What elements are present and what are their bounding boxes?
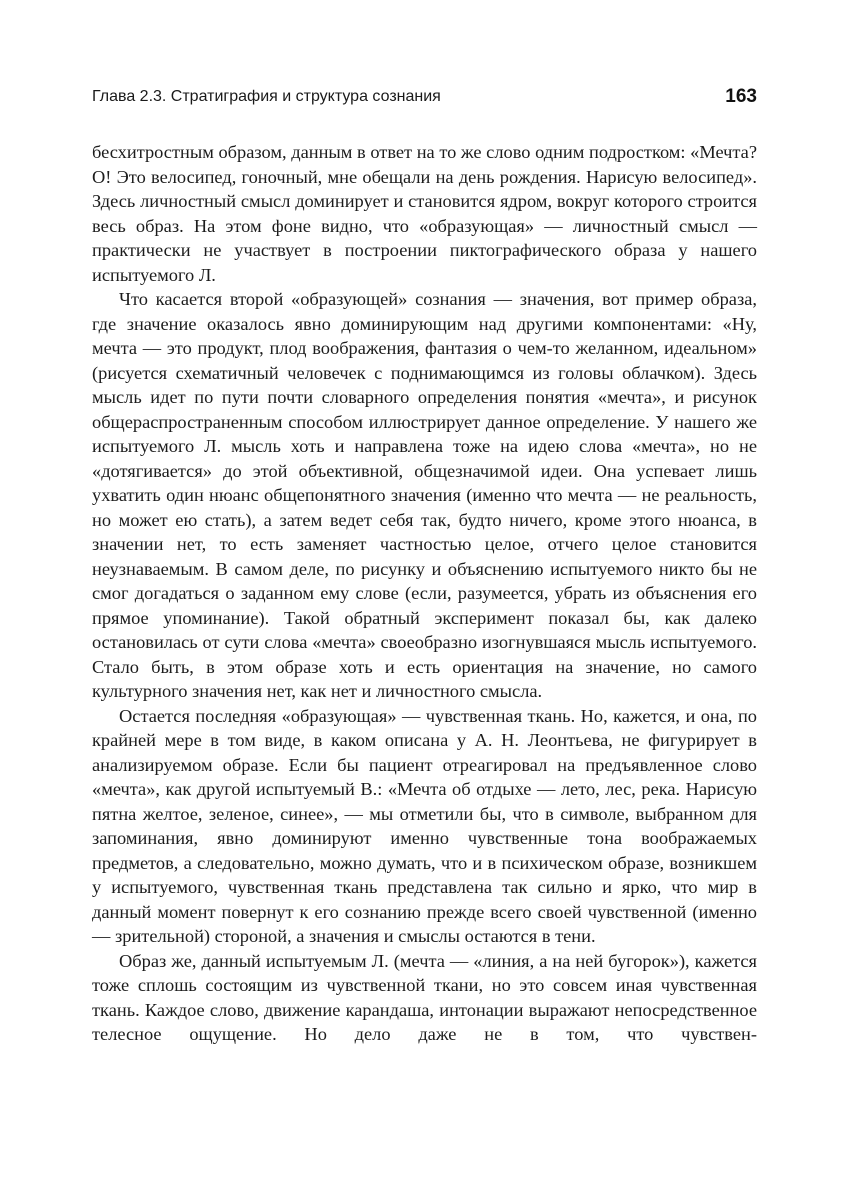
paragraph-meaning: Что касается второй «образующей» сознания — значения, вот пример образа, где значение оказалось явно доминирующим над другими компонентами: «Ну, мечта — это продукт, плод воображения, фантазия о чем-то желанном, идеальном» (рисуется схематичный человечек с поднимающимся из головы облачком). Здесь мысль идет по пути почти словарного определения понятия «мечта», и рисунок общераспространенным способом иллюстрирует данное определение. У нашего же испытуемого Л. мысль хоть и направлена тоже на идею слова «мечта», но не «дотягивается» до этой объективной, общезначимой идеи. Она успевает лишь ухватить один нюанс общепонятного значения (именно что мечта — не реальность, но может ею стать), а затем ведет себя так, будто ничего, кроме этого нюанса, в значении нет, то есть заменяет частностью целое, отчего целое становится неузнаваемым. В самом деле, по рисунку и объяснению испытуемого никто бы не смог догадаться о заданном ему слове (если, разумеется, убрать из объяснения его прямое упоминание). Такой обратный эксперимент показал бы, как далеко остановилась от сути слова «мечта» своеобразно изогнувшаяся мысль испытуемого. Стало быть, в этом образе хоть и есть ориентация на значение, но самого культурного значения нет, как нет и личностного смысла. [92,289,757,701]
paragraph-image-l: Образ же, данный испытуемым Л. (мечта — «линия, а на ней бугорок»), кажется тоже сплошь состоящим из чувственной ткани, но это совсем иная чувственная ткань. Каждое слово, движение карандаша, интонации выражают непосредственное телесное ощущение. Но дело даже не в том, что чувствен- [92,950,757,1044]
running-header [92,86,757,114]
page-number: 163 [725,86,757,107]
paragraph-continued: бесхитростным образом, данным в ответ на то же слово одним подростком: «Мечта? О! Это велосипед, гоночный, мне обещали на день рождения. Нарисую велосипед». Здесь личностный смысл доминирует и становится ядром, вокруг которого строится весь образ. На этом фоне видно, что «образующая» — личностный смысл — практически не участвует в построении пиктографического образа у нашего испытуемого Л. [92,142,757,285]
body-text [92,140,757,1047]
chapter-title: Глава 2.3. Стратиграфия и структура сознания [92,88,441,105]
paragraph-sensory-fabric: Остается последняя «образующая» — чувственная ткань. Но, кажется, и она, по крайней мере в том виде, в каком описана у А. Н. Леонтьева, не фигурирует в анализируемом образе. Если бы пациент отреагировал на предъявленное слово «мечта», как другой испытуемый В.: «Мечта об отдыхе — лето, лес, река. Нарисую пятна желтое, зеленое, синее», — мы отметили бы, что в символе, выбранном для запоминания, явно доминируют именно чувственные тона воображаемых предметов, а следовательно, можно думать, что и в психическом образе, возникшем у испытуемого, чувственная ткань представлена так сильно и ярко, что мир в данный момент повернут к его сознанию прежде всего своей чувственной (именно — зрительной) стороной, а значения и смыслы остаются в тени. [92,705,757,946]
